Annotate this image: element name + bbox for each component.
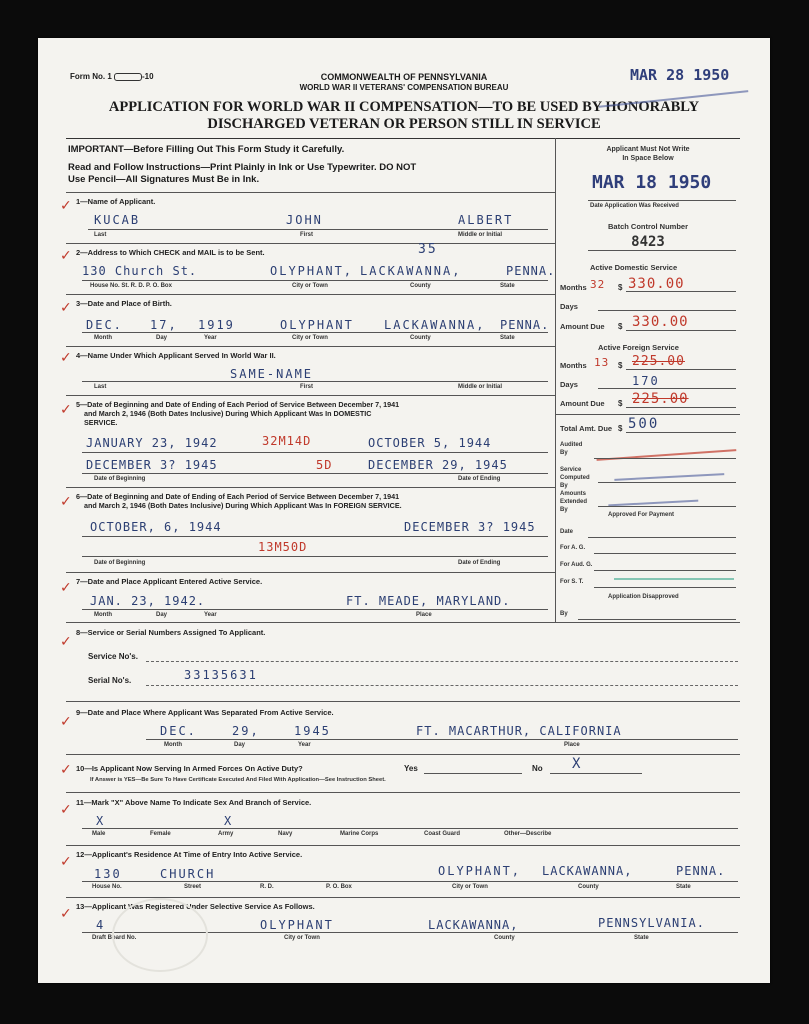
sub-last: Last (94, 384, 107, 390)
dollar-sign: $ (618, 283, 623, 292)
field3-day-value: 17, (150, 318, 178, 332)
field10-note: If Answer is YES—Be Sure To Have Certificate Executed And Filed With Application—See Instruction Sheet. (90, 777, 386, 783)
sub-county: County (494, 935, 515, 941)
field9-day: 29, (232, 724, 260, 738)
check-mark-icon: ✓ (60, 634, 72, 650)
option-marine-corps: Marine Corps (340, 831, 379, 837)
check-mark-icon: ✓ (60, 402, 72, 418)
field13-label: 13—Applicant Was Registered Under Selective Service As Follows. (76, 902, 315, 911)
instruction-1: IMPORTANT—Before Filling Out This Form Study it Carefully. (68, 144, 345, 155)
sub-board: Draft Board No. (92, 935, 137, 941)
sub-city: City or Town (452, 884, 488, 890)
for-months-label: Months (560, 361, 587, 370)
check-mark-icon: ✓ (60, 198, 72, 214)
approved-label: Approved For Payment (608, 512, 675, 518)
field12-state: PENNA. (676, 864, 726, 878)
field4-value: SAME-NAME (230, 367, 314, 381)
field9-month: DEC. (160, 724, 197, 738)
field13-board: 4 (96, 918, 106, 932)
field2-state-value: PENNA. (506, 264, 556, 278)
dollar-sign: $ (618, 322, 623, 331)
date-label: Date (560, 529, 574, 535)
field5-row1-note: 32M14D (262, 434, 312, 448)
form-title-line2: DISCHARGED VETERAN OR PERSON STILL IN SERVICE (207, 116, 601, 132)
received-stamp-top: MAR 28 1950 (630, 66, 730, 84)
field6-end: DECEMBER 3? 1945 (404, 520, 536, 534)
dom-days-label: Days (560, 302, 578, 311)
sub-middle: Middle or Initial (458, 232, 503, 238)
sub-end: Date of Ending (458, 560, 501, 566)
field3-county-value: LACKAWANNA, (384, 318, 486, 332)
field8-serial-label: Serial No's. (88, 676, 132, 685)
sub-house: House No. St. R. D. P. O. Box (90, 283, 172, 289)
check-mark-icon: ✓ (60, 762, 72, 778)
field6-begin: OCTOBER, 6, 1944 (90, 520, 222, 534)
field12-house: 130 (94, 867, 122, 881)
field6-note: 13M50D (258, 540, 308, 554)
dom-amount-1: 330.00 (628, 276, 685, 292)
state-name: COMMONWEALTH OF PENNSYLVANIA (320, 72, 488, 82)
office-title-1: Applicant Must Not Write (606, 146, 690, 153)
field9-year: 1945 (294, 724, 331, 738)
st-label: For S. T. (560, 579, 584, 585)
field2-county-value: LACKAWANNA, (360, 264, 462, 278)
disapproved-label: Application Disapproved (608, 594, 679, 600)
field1-label: 1—Name of Applicant. (76, 197, 156, 206)
total-value: 500 (628, 416, 660, 432)
by-label: By (560, 611, 568, 617)
option-other: Other—Describe (504, 831, 552, 837)
field2-street-value: 130 Church St. (82, 264, 198, 278)
sub-city: City or Town (292, 283, 328, 289)
dom-amount-2: 330.00 (632, 314, 689, 330)
field13-state: PENNSYLVANIA. (598, 916, 705, 930)
field6-label-1: 6—Date of Beginning and Date of Ending of Each Period of Service Between December 7, 1941 (76, 492, 400, 501)
check-mark-icon: ✓ (60, 350, 72, 366)
option-army: Army (218, 831, 234, 837)
instruction-2: Read and Follow Instructions—Print Plainly in Ink or Use Typewriter. DO NOT (68, 162, 417, 173)
sub-state: State (676, 884, 691, 890)
sub-day: Day (156, 335, 168, 341)
batch-value: 8423 (631, 234, 665, 250)
field1-middle-value: ALBERT (458, 213, 514, 227)
dollar-sign: $ (618, 361, 623, 370)
field5-label-1: 5—Date of Beginning and Date of Ending of Each Period of Service Between December 7, 1941 (76, 400, 400, 409)
field9-place: FT. MACARTHUR, CALIFORNIA (416, 724, 622, 738)
field1-last-value: KUCAB (94, 213, 141, 227)
sub-middle: Middle or Initial (458, 384, 503, 390)
sub-month: Month (164, 742, 182, 748)
option-navy: Navy (278, 831, 293, 837)
sub-day: Day (156, 612, 168, 618)
sub-year: Year (298, 742, 311, 748)
field12-county: LACKAWANNA, (542, 864, 633, 878)
field12-street: CHURCH (160, 867, 216, 881)
field12-label: 12—Applicant's Residence At Time of Entry Into Active Service. (76, 850, 303, 859)
field7-label: 7—Date and Place Applicant Entered Active Service. (76, 577, 263, 586)
field13-county: LACKAWANNA, (428, 918, 519, 932)
domestic-label: Active Domestic Service (590, 263, 678, 272)
sub-pobox: P. O. Box (326, 884, 352, 890)
check-mark-icon: ✓ (60, 714, 72, 730)
batch-label: Batch Control Number (607, 222, 688, 231)
check-mark-icon: ✓ (60, 580, 72, 596)
for-amount-1: 225.00 (632, 354, 685, 369)
sub-month: Month (94, 335, 112, 341)
for-days-label: Days (560, 380, 578, 389)
sub-place: Place (416, 612, 432, 618)
for-amount-due-label: Amount Due (560, 399, 605, 408)
sub-state: State (500, 335, 515, 341)
field2-extra-number: 35 (418, 242, 438, 257)
sub-place: Place (564, 742, 580, 748)
field3-year-value: 1919 (198, 318, 235, 332)
field7-place: FT. MEADE, MARYLAND. (346, 594, 511, 608)
check-mark-icon: ✓ (60, 906, 72, 922)
received-label: Date Application Was Received (590, 203, 679, 209)
for-amount-2: 225.00 (632, 391, 689, 407)
option-male: Male (92, 831, 106, 837)
for-days-value: 170 (632, 374, 660, 388)
dom-months-value: 32 (590, 278, 606, 291)
sub-year: Year (204, 612, 217, 618)
application-form (38, 38, 770, 983)
field5-label-2: and March 2, 1946 (Both Dates Inclusive) During Which Applicant Was In DOMESTIC (84, 409, 372, 418)
check-mark-icon: ✓ (60, 248, 72, 264)
st-signature (614, 568, 734, 580)
field5-row2-note: 5D (316, 458, 333, 472)
field5-row1-begin: JANUARY 23, 1942 (86, 436, 218, 450)
sub-street: Street (184, 884, 202, 890)
option-female: Female (150, 831, 171, 837)
field8-service-label: Service No's. (88, 652, 138, 661)
sub-first: First (300, 232, 314, 238)
aud-label: For Aud. G. (560, 562, 593, 568)
office-title-2: In Space Below (622, 155, 674, 162)
sub-begin: Date of Beginning (94, 560, 146, 566)
field3-label: 3—Date and Place of Birth. (76, 299, 172, 308)
check-mark-icon: ✓ (60, 854, 72, 870)
field10-yes: Yes (404, 764, 418, 773)
computed-signature (614, 461, 725, 481)
embossed-seal-icon (112, 898, 208, 972)
field4-label: 4—Name Under Which Applicant Served In World War II. (76, 351, 276, 360)
field3-month-value: DEC. (86, 318, 123, 332)
sub-city: City or Town (292, 335, 328, 341)
sub-first: First (300, 384, 314, 390)
sub-state: State (500, 283, 515, 289)
instruction-3: Use Pencil—All Signatures Must Be in Ink. (68, 174, 260, 185)
extended-label: Amounts Extended By (560, 491, 588, 513)
sub-county: County (410, 283, 431, 289)
field12-city: OLYPHANT, (438, 864, 522, 878)
field11-army-mark: X (224, 814, 234, 828)
sub-house: House No. (92, 884, 122, 890)
field1-first-value: JOHN (286, 213, 323, 227)
field8-serial-value: 33135631 (184, 668, 258, 682)
field10-label: 10—Is Applicant Now Serving In Armed Forces On Active Duty? (76, 764, 303, 773)
sub-end: Date of Ending (458, 476, 501, 482)
field9-label: 9—Date and Place Where Applicant Was Separated From Active Service. (76, 708, 334, 717)
field5-label-3: SERVICE. (84, 418, 118, 427)
sub-county: County (578, 884, 599, 890)
sub-begin: Date of Beginning (94, 476, 146, 482)
bureau-name: WORLD WAR II VETERANS' COMPENSATION BUREAU (299, 83, 509, 92)
sub-day: Day (234, 742, 246, 748)
sub-year: Year (204, 335, 217, 341)
field3-state-value: PENNA. (500, 318, 550, 332)
field10-mark: X (572, 756, 583, 772)
dom-months-label: Months (560, 283, 587, 292)
check-mark-icon: ✓ (60, 300, 72, 316)
field11-label: 11—Mark "X" Above Name To Indicate Sex And Branch of Service. (76, 798, 312, 807)
for-months-value: 13 (594, 356, 610, 369)
dom-amount-due-label: Amount Due (560, 322, 605, 331)
form-title-line1: APPLICATION FOR WORLD WAR II COMPENSATION—TO BE USED BY HONORABLY (108, 99, 700, 115)
ag-label: For A. G. (560, 545, 586, 551)
computed-label: Service Computed By (560, 467, 590, 489)
field13-city: OLYPHANT (260, 918, 334, 932)
sub-rd: R. D. (260, 884, 274, 890)
field2-label: 2—Address to Which CHECK and MAIL is to be Sent. (76, 248, 265, 257)
foreign-label: Active Foreign Service (598, 343, 679, 352)
form-number: Form No. 1 -10 (70, 72, 154, 81)
dollar-sign: $ (618, 424, 623, 433)
dollar-sign: $ (618, 399, 623, 408)
audited-label: Audited By (560, 442, 583, 456)
received-stamp: MAR 18 1950 (592, 172, 712, 193)
sub-state: State (634, 935, 649, 941)
field8-label: 8—Service or Serial Numbers Assigned To Applicant. (76, 628, 266, 637)
option-coast-guard: Coast Guard (424, 831, 461, 837)
sub-month: Month (94, 612, 112, 618)
extended-signature (608, 488, 699, 507)
field7-date: JAN. 23, 1942. (90, 594, 206, 608)
field5-row2-begin: DECEMBER 3? 1945 (86, 458, 218, 472)
field2-city-value: OLYPHANT, (270, 264, 354, 278)
field10-no: No (532, 764, 543, 773)
field3-city-value: OLYPHANT (280, 318, 354, 332)
check-mark-icon: ✓ (60, 494, 72, 510)
field5-row1-end: OCTOBER 5, 1944 (368, 436, 492, 450)
field5-row2-end: DECEMBER 29, 1945 (368, 458, 508, 472)
check-mark-icon: ✓ (60, 802, 72, 818)
field11-male-mark: X (96, 814, 106, 828)
field6-label-2: and March 2, 1946 (Both Dates Inclusive) During Which Applicant Was In FOREIGN SERVICE. (84, 501, 402, 510)
total-label: Total Amt. Due (560, 424, 613, 433)
sub-county: County (410, 335, 431, 341)
sub-city: City or Town (284, 935, 320, 941)
sub-last: Last (94, 232, 107, 238)
